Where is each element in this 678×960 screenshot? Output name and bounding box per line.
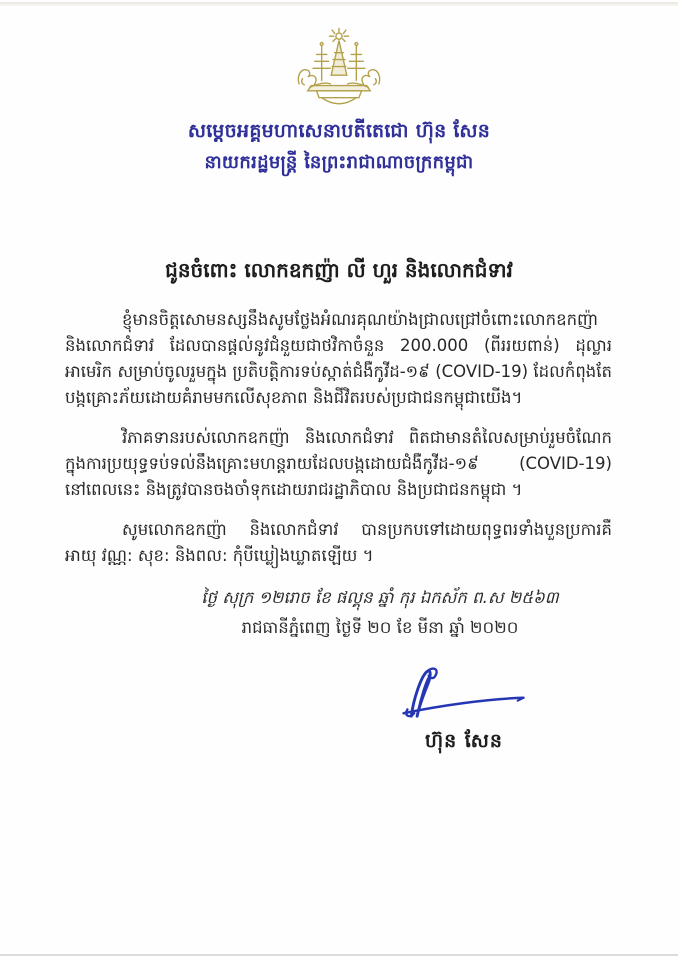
signature-block xyxy=(0,663,678,757)
letterhead-line2: នាយករដ្ឋមន្ត្រី នៃព្រះរាជាណាចក្រកម្ពុជា xyxy=(204,152,474,173)
signature-icon xyxy=(392,663,537,721)
paragraph-3: សូមលោកឧកញ៉ា និងលោកជំទាវ បានប្រកបទៅដោយពុទ្ធពរទាំងបួនប្រការគឺ អាយុ វណ្ណ: សុខ: និងពល: កុំបីឃ្លៀងឃ្លាតឡើយ ។ xyxy=(65,520,612,565)
paragraph-2: វិភាគទានរបស់លោកឧកញ៉ា និងលោកជំទាវ ពិតជាមានតំលៃសម្រាប់រួមចំណែកក្នុងការប្រយុទ្ធទប់ទល់នឹងគ្រោះមហន្តរាយដែលបង្កដោយជំងឺកូវីដ-១៩ (COVID-19) នៅពេលនេះ និងត្រូវបានចងចាំទុកដោយរាជរដ្ឋាភិបាល និងប្រជាជនកម្ពុជា ។ xyxy=(65,428,612,499)
scan-edge-top xyxy=(0,2,678,6)
letterhead-line1: សម្តេចអគ្គមហាសេនាបតីតេជោ ហ៊ុន សែន xyxy=(187,120,491,142)
letter-body xyxy=(65,307,612,569)
paragraph-1: ខ្ញុំមានចិត្តសោមនស្សនឹងសូមថ្លែងអំណរគុណយ៉ាងជ្រាលជ្រៅចំពោះលោកឧកញ៉ា និងលោកជំទាវ ដែលបានផ្តល់នូវជំនួយជាថវិកាចំនួន 200.000 (ពីររយពាន់) ដុល្លារអាមេរិក សម្រាប់ចូលរួមក្នុង ប្រតិបត្តិការទប់ស្កាត់ជំងឺកូវីដ-១៩ (COVID-19) ដែលកំពុងតែបង្កគ្រោះភ័យដោយគំរាមមកលើសុខភាព និងជីវិតរបស់ប្រជាជនកម្ពុជាយើង។ xyxy=(65,310,612,407)
royal-arms-icon xyxy=(0,26,678,114)
letterhead xyxy=(0,118,678,175)
royal-arms-svg xyxy=(287,26,391,114)
gregorian-date: រាជធានីភ្នំពេញ ថ្ងៃទី ២០ ខែ មីនា ឆ្នាំ ២០២០ xyxy=(241,618,519,637)
date-block xyxy=(0,583,678,643)
signatory-name: ហ៊ុន សែន xyxy=(425,730,503,752)
lunar-date: ថ្ងៃ សុក្រ ១២រោច ខែ ផល្គុន ឆ្នាំ កុរ ឯកស័ក ព.ស ២៥៦៣ xyxy=(201,588,559,607)
scan-edge-bottom xyxy=(0,954,678,956)
letter-title: ជូនចំពោះ លោកឧកញ៉ា លី ហួរ និងលោកជំទាវ xyxy=(165,258,513,282)
